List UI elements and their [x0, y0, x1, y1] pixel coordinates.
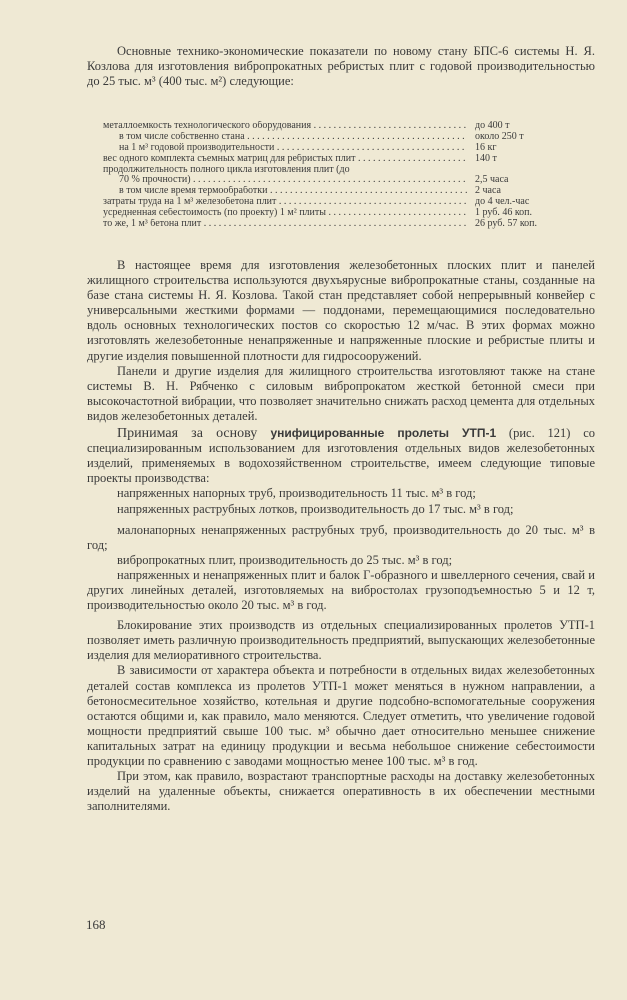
paragraph: В настоящее время для изготовления железобетонных плоских плит и панелей жилищного строительства используются двухъярусные вибропрокатные станы, созданные на базе стана системы Н. Я. Козлова. Такой стан представляет собой непрерывный конвейер с универсальными жесткими формами — поддонами, перемещающимися последовательно вдоль основных технологических постов со скоростью 12 м/час. В этих формах можно изготовлять железобетонные ненапряженные и напряженные плоские и ребристые плиты и другие изделия повышенной плотности для гидросооружений.: [87, 258, 595, 363]
list-item: малонапорных ненапряженных раструбных труб, производительность до 20 тыс. м³ в год;: [87, 522, 595, 552]
table-row-value: до 400 т: [475, 120, 510, 131]
table-row-value: около 250 т: [475, 130, 524, 142]
paragraph: [87, 426, 595, 486]
table-row-label: вес одного комплекта съемных матриц для ребристых плит . . .: [103, 154, 467, 165]
table-row-label: затраты труда на 1 м³ железобетона плит . . .: [103, 197, 467, 208]
paragraph: При этом, как правило, возрастают транспортные расходы на доставку железобетонных изделий на удаленные объекты, снижается оперативность в их обеспечении местными заполнителями.: [87, 769, 595, 814]
table-row-label: 70 % прочности) . . .: [119, 175, 467, 186]
table-row-value: 2 часа: [475, 185, 501, 197]
table-row-label: в том числе время термообработки . . .: [119, 186, 467, 197]
utp-1-term: унифицированные пролеты УТП-1: [270, 426, 497, 441]
intro-paragraph: Основные технико-экономические показатели по новому стану БПС-6 системы Н. Я. Козлова для изготовления вибропрокатных ребристых плит с годовой производительностью до 25 тыс. м³ (400 тыс. м²) следующие:: [87, 44, 595, 89]
table-row-label: то же, 1 м³ бетона плит . . .: [103, 219, 467, 230]
table-row-value: 2,5 часа: [475, 174, 509, 186]
table-row: [103, 143, 575, 154]
list-item: напряженных и ненапряженных плит и балок Г-образного и швеллерного сечения, свай и других линейных деталей, изготовляемых на вибростолах грузоподъемностью 5 и 12 т, производительностью около 20 тыс. м³ в год.: [87, 567, 595, 613]
table-row-label: на 1 м³ годовой производительности . . .: [119, 143, 467, 154]
paragraph-rest: (рис. 121) со специализированным использованием для изготовления отдельных видов железобетонных изделий, применяемых в водохозяйственном строительстве, имеем следующие типовые проекты производства:: [87, 426, 595, 486]
paragraph-lead: Принимая за основу: [117, 426, 271, 442]
table-row-value: 1 руб. 46 коп.: [475, 207, 533, 219]
table-row-value: 140 т: [475, 152, 497, 164]
indicators-table: [103, 121, 575, 230]
body-text: [87, 258, 595, 814]
table-row-value: 26 руб. 57 коп.: [475, 218, 538, 230]
table-row-label: продолжительность полного цикла изготовления плит (до: [103, 164, 350, 175]
page-number: 168: [86, 917, 106, 932]
table-row-label: металлоемкость технологического оборудования . . .: [103, 121, 467, 132]
table-row: [103, 132, 575, 143]
list-item: вибропрокатных плит, производительность до 25 тыс. м³ в год;: [117, 552, 453, 567]
table-row-value: 16 кг: [475, 141, 497, 153]
paragraph: Панели и другие изделия для жилищного строительства изготовляют также на стане системы В. Н. Рябченко с силовым вибропрокатом жесткой бетонной смеси при высокочастотной вибрации, что позволяет значительно снижать расход цемента для отдельных видов железобетонных деталей.: [87, 363, 595, 423]
table-row-value: до 4 чел.-час: [475, 196, 530, 208]
table-row: [103, 219, 575, 230]
paragraph: В зависимости от характера объекта и потребности в отдельных видах железобетонных деталей состав комплекса из пролетов УТП-1 может меняться в нужном направлении, а бетоносмесительное хозяйство, котельная и другие подсобно-вспомогательные сооружения остаются общими и, как правило, мало меняются. Следует отметить, что увеличение годовой мощности предприятий свыше 100 тыс. м³ обычно дает относительно меньшее снижение капитальных затрат на единицу продукции и весьма небольшое снижение себестоимости продукции по сравнению с заводами мощностью менее 100 тыс. м³ в год.: [87, 663, 595, 768]
list-item: напряженных раструбных лотков, производительность до 17 тыс. м³ в год;: [117, 501, 514, 516]
list-item: напряженных напорных труб, производительность 11 тыс. м³ в год;: [117, 486, 476, 501]
table-row: [103, 175, 575, 186]
table-row: [103, 154, 575, 165]
paragraph: Блокирование этих производств из отдельных специализированных пролетов УТП-1 позволяет иметь различную производительность предприятий, выпускающих железобетонные изделия для мелиоративного строительства.: [87, 618, 595, 663]
table-row-label: в том числе собственно стана . . .: [119, 132, 467, 143]
table-row-label: усредненная себестоимость (по проекту) 1 м² плиты . . .: [103, 208, 467, 219]
